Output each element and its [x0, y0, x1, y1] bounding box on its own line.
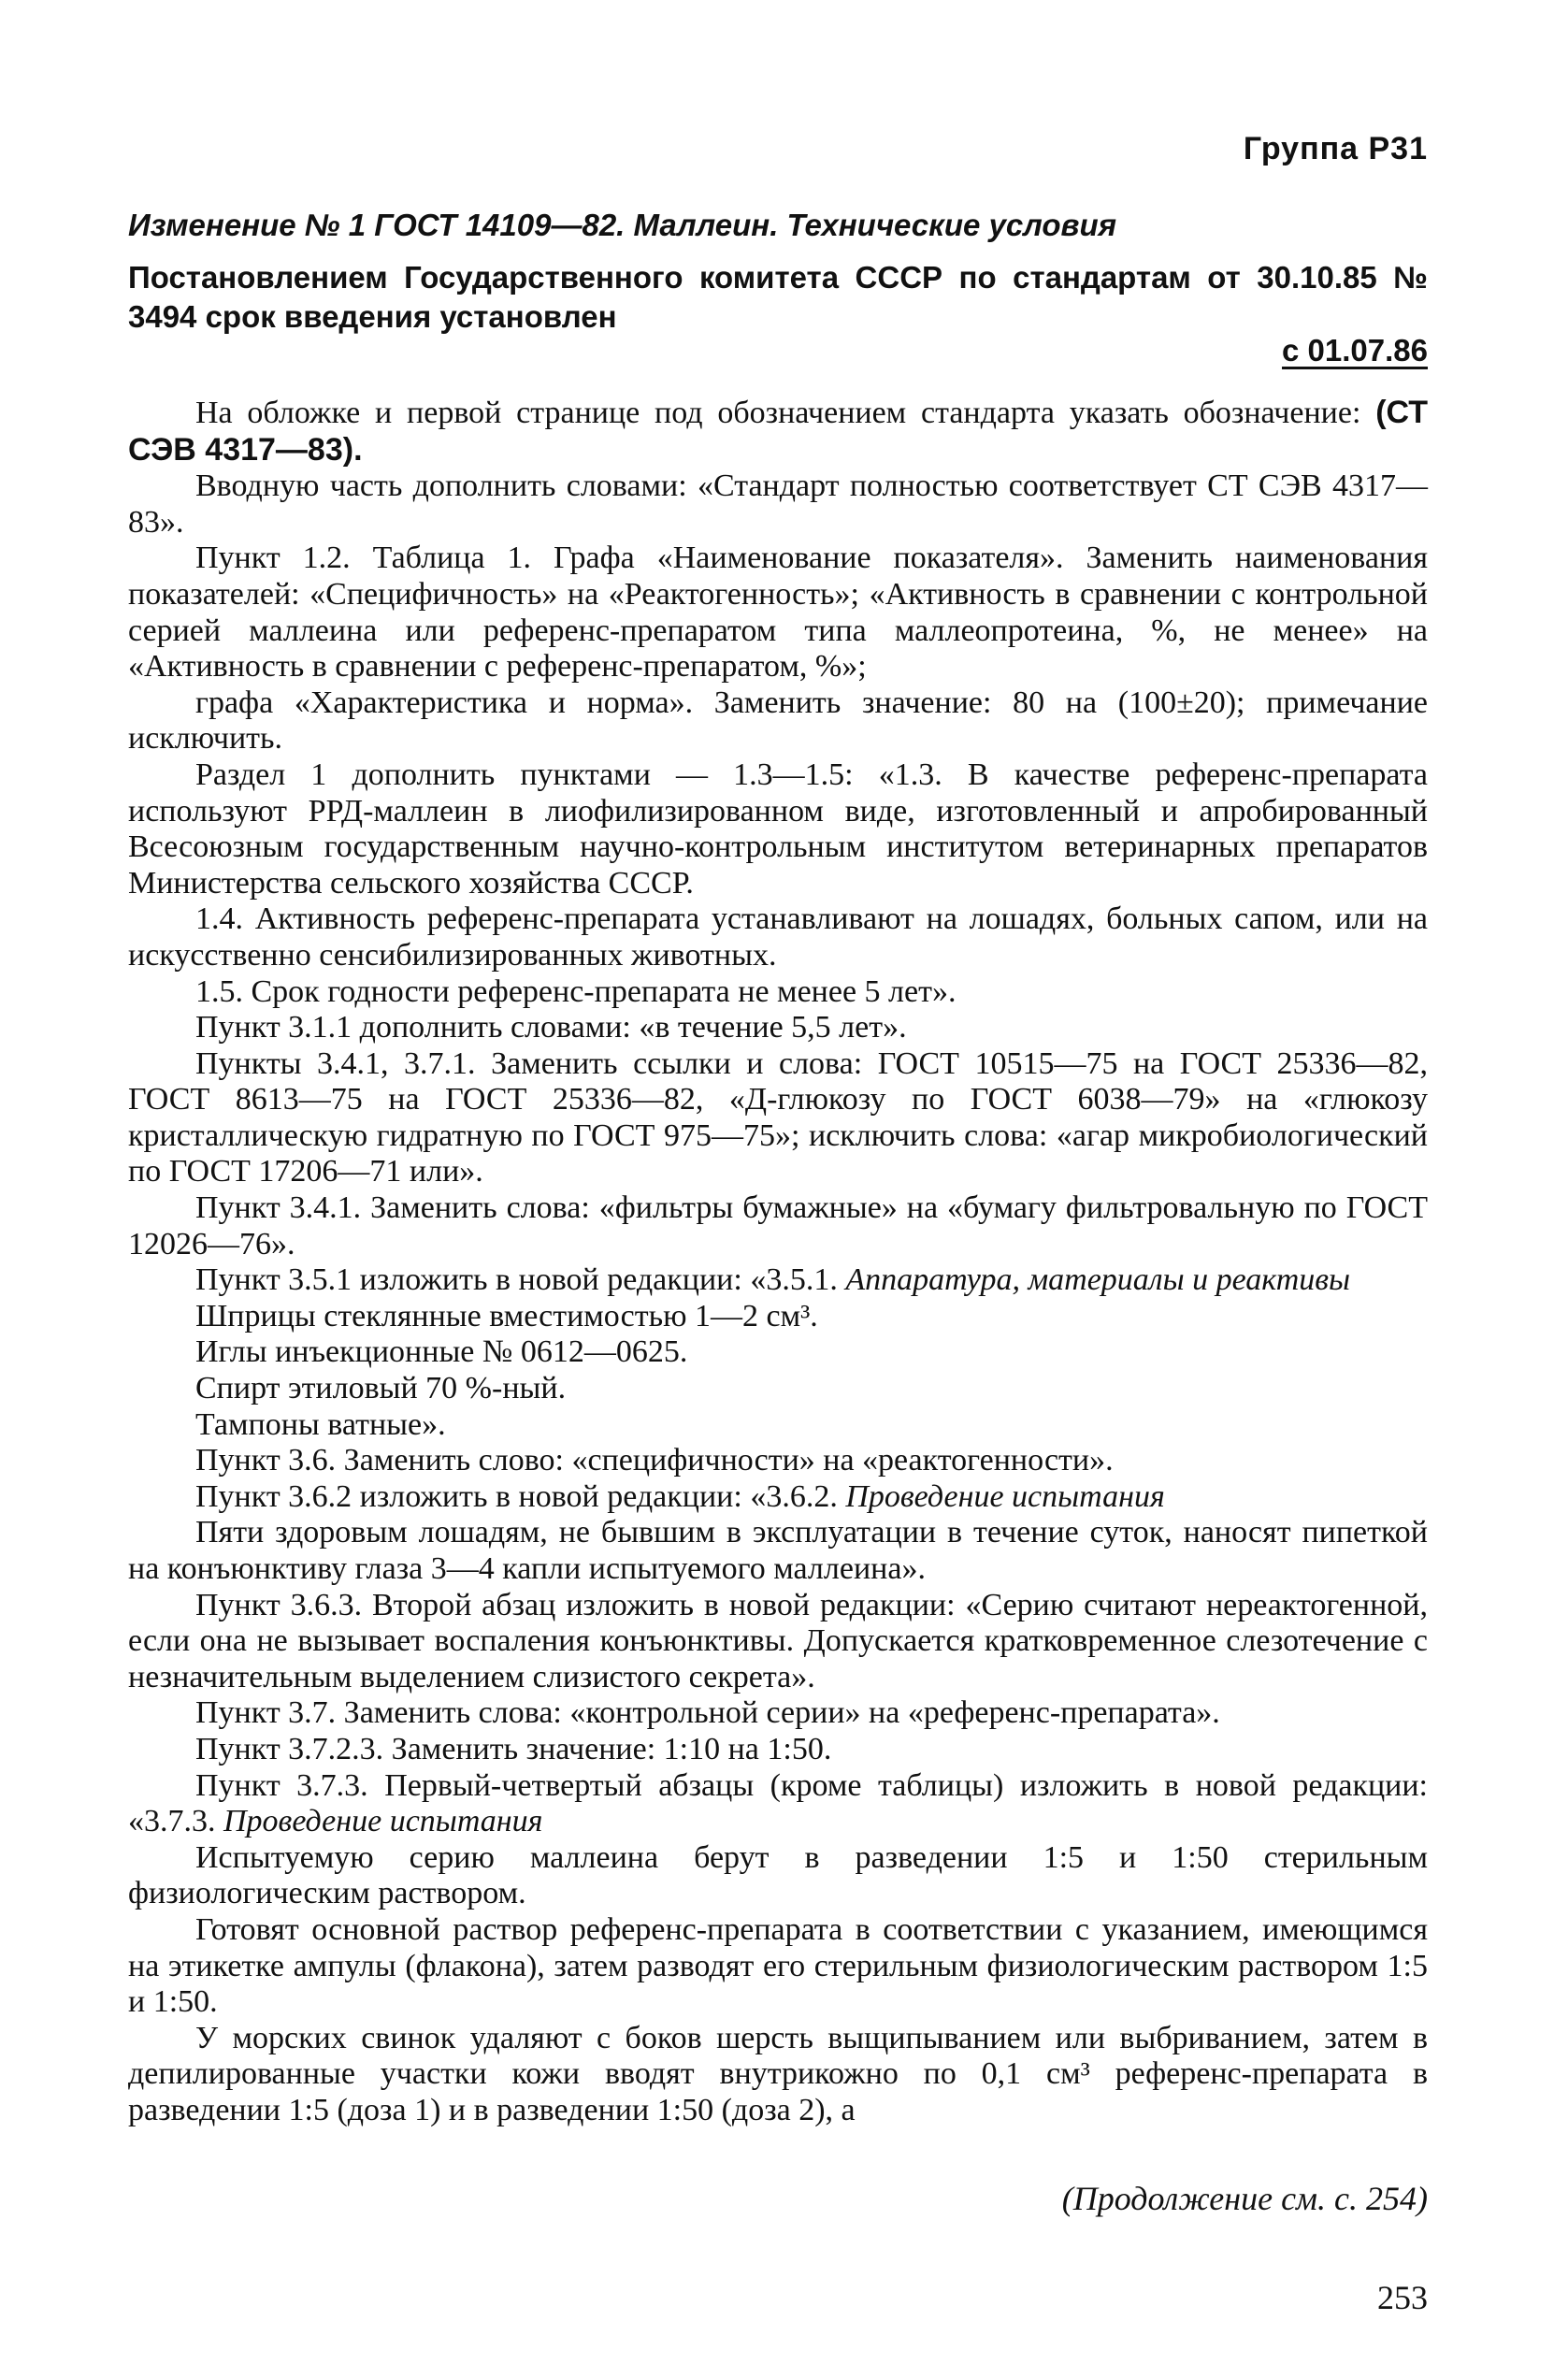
paragraph-text: На обложке и первой странице под обозначением стандарта указать обозначение: [195, 396, 1376, 430]
paragraph-text: Вводную часть дополнить словами: «Стандарт полностью соответствует СТ СЭВ 4317—83». [128, 468, 1428, 540]
group-code: Группа Р31 [1243, 131, 1428, 166]
paragraph [128, 1190, 1428, 1262]
paragraph-text: Иглы инъекционные № 0612—0625. [195, 1334, 688, 1370]
paragraph [128, 1371, 1428, 1407]
paragraph-text: Пункт 3.1.1 дополнить словами: «в течение 5,5 лет». [195, 1010, 907, 1045]
paragraph-text: 1.4. Активность референс-препарата устанавливают на лошадях, больных сапом, или на искусственно сенсибилизированных животных. [128, 901, 1428, 973]
decree-text: Постановлением Государственного комитета СССР по стандартам от 30.10.85 № 3494 срок введения установлен [128, 260, 1428, 334]
page-number: 253 [1377, 2279, 1428, 2316]
paragraph-text: Пункт 1.2. Таблица 1. Графа «Наименование показателя». Заменить наименования показателей: «Специфичность» на «Реактогенность»; «Активность в сравнении с контрольной серией маллеина или референс-препаратом типа маллеопротеина, %, не менее» на «Активность в сравнении с референс-препаратом, %»; [128, 541, 1428, 685]
paragraph-italic-text: Проведение испытания [223, 1804, 543, 1839]
paragraph-text: Шприцы стеклянные вместимостью 1—2 см³. [195, 1298, 818, 1333]
paragraph-text: 1.5. Срок годности референс-препарата не менее 5 лет». [195, 973, 957, 1009]
paragraph [128, 1443, 1428, 1479]
paragraph [128, 974, 1428, 1011]
paragraph-text: Спирт этиловый 70 %-ный. [195, 1371, 567, 1406]
document-body [128, 395, 1428, 2129]
paragraph-italic-text: Аппаратура, материалы и реактивы [845, 1262, 1351, 1298]
paragraph-text: Пункт 3.7.3. Первый-четвертый абзацы (кроме таблицы) изложить в новой редакции: «3.7.3. [128, 1767, 1428, 1839]
paragraph-text: Тампоны ватные». [195, 1406, 446, 1442]
amendment-title: Изменение № 1 ГОСТ 14109—82. Маллеин. Технические условия [128, 208, 1117, 242]
paragraph [128, 757, 1428, 901]
paragraph-text: У морских свинок удаляют с боков шерсть выщипыванием или выбриванием, затем в депилированные участки кожи вводят внутрикожно по 0,1 см³ референс-препарата в разведении 1:5 (доза 1) и в разведении 1:50 (доза 2), а [128, 2020, 1428, 2127]
paragraph [128, 541, 1428, 685]
paragraph [128, 395, 1428, 468]
paragraph [128, 1840, 1428, 1912]
paragraph [128, 1588, 1428, 1696]
paragraph [128, 1768, 1428, 1840]
paragraph-text: графа «Характеристика и норма». Заменить значение: 80 на (100±20); примечание исключить. [128, 685, 1428, 757]
paragraph [128, 468, 1428, 541]
paragraph-text: Пункт 3.7. Заменить слова: «контрольной серии» на «референс-препарата». [195, 1695, 1220, 1731]
paragraph [128, 2021, 1428, 2129]
paragraph [128, 1912, 1428, 2021]
paragraph-text: Пункт 3.6.2 изложить в новой редакции: «3.6.2. [195, 1478, 846, 1514]
paragraph [128, 1479, 1428, 1516]
paragraph-italic-text: Проведение испытания [845, 1478, 1165, 1514]
paragraph [128, 1407, 1428, 1444]
paragraph [128, 685, 1428, 757]
paragraph-text: Пункт 3.7.2.3. Заменить значение: 1:10 на 1:50. [195, 1731, 832, 1766]
paragraph-text: Готовят основной раствор референс-препарата в соответствии с указанием, имеющимся на этикетке ампулы (флакона), затем разводят его стерильным физиологическим раствором 1:5 и 1:50. [128, 1911, 1428, 2020]
paragraph-text: Пункты 3.4.1, 3.7.1. Заменить ссылки и слова: ГОСТ 10515—75 на ГОСТ 25336—82, ГОСТ 8613—75 на ГОСТ 25336—82, «Д-глюкозу по ГОСТ 6038—79» на «глюкозу кристаллическую гидратную по ГОСТ 975—75»; исключить слова: «агар микробиологический по ГОСТ 17206—71 или». [128, 1045, 1428, 1189]
paragraph-bold-text: (СТ СЭВ 4317—83). [128, 395, 1428, 468]
paragraph [128, 1732, 1428, 1768]
paragraph [128, 1515, 1428, 1587]
paragraph-text: Испытуемую серию маллеина берут в разведении 1:5 и 1:50 стерильным физиологическим раствором. [128, 1839, 1428, 1911]
paragraph [128, 1010, 1428, 1046]
paragraph-text: Раздел 1 дополнить пунктами — 1.3—1.5: «1.3. В качестве референс-препарата используют РРД-маллеин в лиофилизированном виде, изготовленный и апробированный Всесоюзным государственным научно-контрольным институтом ветеринарных препаратов Министерства сельского хозяйства СССР. [128, 757, 1428, 901]
paragraph [128, 1695, 1428, 1732]
paragraph [128, 901, 1428, 973]
paragraph [128, 1262, 1428, 1299]
paragraph-text: Пункт 3.4.1. Заменить слова: «фильтры бумажные» на «бумагу фильтровальную по ГОСТ 12026—76». [128, 1190, 1428, 1261]
effective-date: с 01.07.86 [1282, 333, 1428, 368]
paragraph-text: Пункт 3.6.3. Второй абзац изложить в новой редакции: «Серию считают нереактогенной, если она не вызывает воспаления конъюнктивы. Допускается кратковременное слезотечение с незначительным выделением слизистого секрета». [128, 1587, 1428, 1694]
paragraph [128, 1046, 1428, 1190]
continuation-note: (Продолжение см. с. 254) [1061, 2180, 1428, 2217]
paragraph [128, 1299, 1428, 1335]
paragraph-text: Пункт 3.5.1 изложить в новой редакции: «3.5.1. [195, 1262, 846, 1298]
paragraph [128, 1334, 1428, 1371]
paragraph-text: Пяти здоровым лошадям, не бывшим в эксплуатации в течение суток, наносят пипеткой на конъюнктиву глаза 3—4 капли испытуемого маллеина». [128, 1515, 1428, 1586]
paragraph-text: Пункт 3.6. Заменить слово: «специфичности» на «реактогенности». [195, 1443, 1114, 1478]
